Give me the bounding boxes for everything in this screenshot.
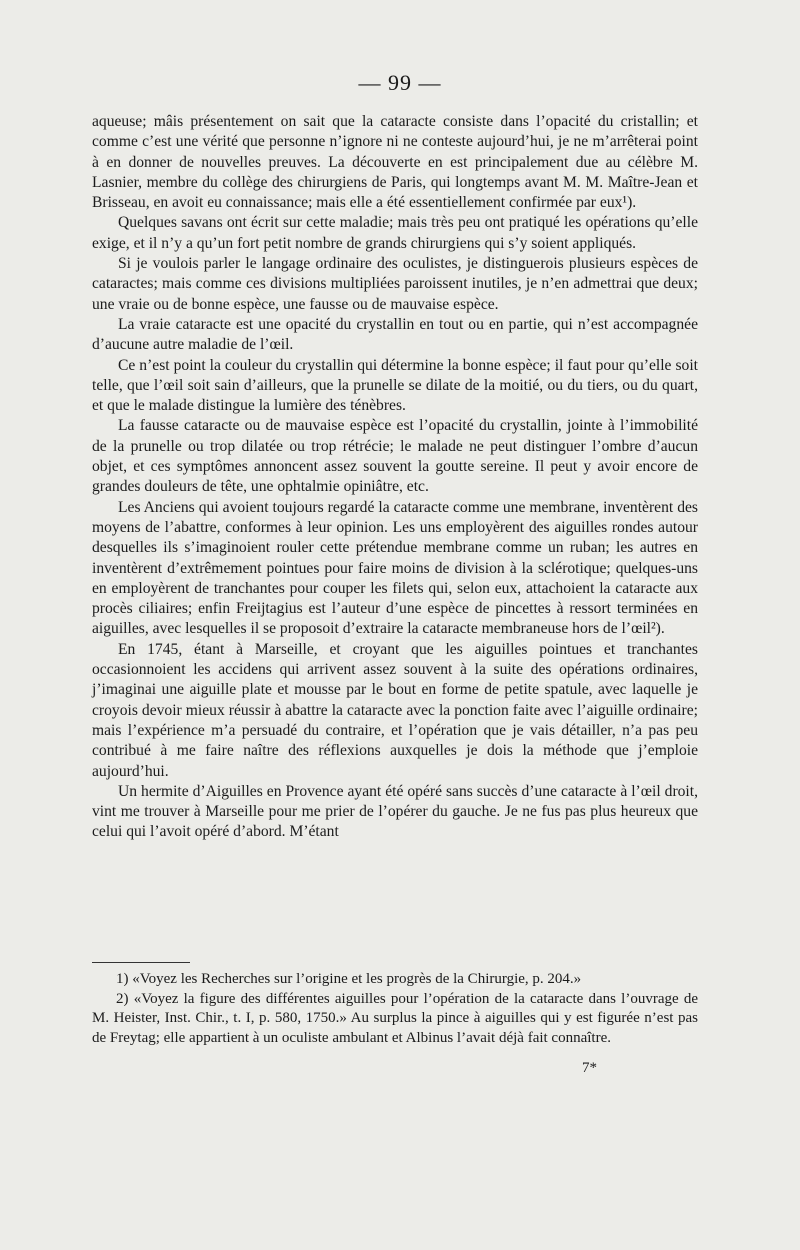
paragraph: Quelques savans ont écrit sur cette maladie; mais très peu ont pratiqué les opérations qu’elle exige, et il n’y a qu’un fort petit nombre de grands chirurgiens qui s’y soient appliqués. xyxy=(92,214,698,252)
paragraph: aqueuse; mâis présentement on sait que la cataracte consiste dans l’opacité du cristallin; et comme c’est une vérité que personne n’ignore ni ne conteste aujourd’hui, je ne m’arrêterai point à en donner de nouvelles preuves. La découverte en est principalement due au célèbre M. Lasnier, membre du collège des chirurgiens de Paris, qui longtemps avant M. M. Maître-Jean et Brisseau, en avoit eu connaissance; mais elle a été essentiellement confirmée par eux¹). xyxy=(92,113,698,212)
paragraph: Un hermite d’Aiguilles en Provence ayant été opéré sans succès d’une cataracte à l’œil droit, vint me trouver à Marseille pour me prier de l’opérer du gauche. Je ne fus pas plus heureux que celui qui l’avoit opéré d’abord. M’étant xyxy=(92,782,698,841)
footnote-divider xyxy=(92,962,190,963)
signature-mark: 7* xyxy=(582,1060,597,1076)
paragraph: Les Anciens qui avoient toujours regardé la cataracte comme une membrane, inventèrent des moyens de l’abattre, conformes à leur opinion. Les uns employèrent des aiguilles rondes autour desquelles ils s’imaginoient rouler cette prétendue membrane comme un ruban; les autres en inventèrent d’extrêmement pointues pour faire moins de division à la sclérotique; quelques-uns en employèrent de tranchantes pour couper les filets qui, selon eux, attachoient la cataracte aux procès ciliaires; enfin Freijtagius est l’auteur d’une espèce de pincettes à ressort terminées en aiguilles, avec lesquelles il se proposoit d’extraire la cataracte membraneuse hors de l’œil²). xyxy=(92,498,698,638)
paragraph: La vraie cataracte est une opacité du crystallin en tout ou en partie, qui n’est accompagnée d’aucune autre maladie de l’œil. xyxy=(92,315,698,354)
paragraph: Si je voulois parler le langage ordinaire des oculistes, je distinguerois plusieurs espèces de cataractes; mais comme ces divisions multipliées paroissent inutiles, je n’en admettrai que deux; une vraie ou de bonne espèce, une fausse ou de mauvaise espèce. xyxy=(92,255,698,313)
paragraph: En 1745, étant à Marseille, et croyant que les aiguilles pointues et tranchantes occasionnoient les accidens qui arrivent assez souvent à la suite des opérations ordinaires, j’imaginai une aiguille plate et mousse par le bout en forme de petite spatule, avec laquelle je croyois devoir mieux réussir à abattre la cataracte avec la ponction faite avec l’aiguille ordinaire; mais l’expérience m’a persuadé du contraire, et l’opération que je vais détailler, n’a pas peu contribué à me faire naître des réflexions auxquelles je dois la méthode que j’emploie aujourd’hui. xyxy=(92,640,698,780)
page-number: — 99 — xyxy=(358,70,442,95)
main-text xyxy=(92,112,698,843)
footnotes xyxy=(92,970,698,1048)
paragraph: La fausse cataracte ou de mauvaise espèce est l’opacité du crystallin, jointe à l’immobilité de la prunelle ou trop dilatée ou trop rétrécie; le malade ne peut distinguer l’ombre d’aucun objet, et ces symptômes annoncent assez souvent la goutte sereine. Il peut y avoir encore de grandes douleurs de tête, une ophtalmie opiniâtre, etc. xyxy=(92,417,698,496)
paragraph: Ce n’est point la couleur du crystallin qui détermine la bonne espèce; il faut pour qu’elle soit telle, que l’œil soit sain d’ailleurs, que la prunelle se dilate de la moitié, ou du tiers, ou du quart, et que le malade distingue la lumière des ténèbres. xyxy=(92,356,698,415)
footnote: 1) «Voyez les Recherches sur l’origine et les progrès de la Chirurgie, p. 204.» xyxy=(116,971,582,987)
footnote: 2) «Voyez la figure des différentes aiguilles pour l’opération de la cataracte dans l’ouvrage de M. Heister, Inst. Chir., t. I, p. 580, 1750.» Au surplus la pince à aiguilles qui y est figurée n’est pas de Freytag; elle appartient à un oculiste ambulant et Albinus l’avait déjà fait connaître. xyxy=(92,990,698,1046)
